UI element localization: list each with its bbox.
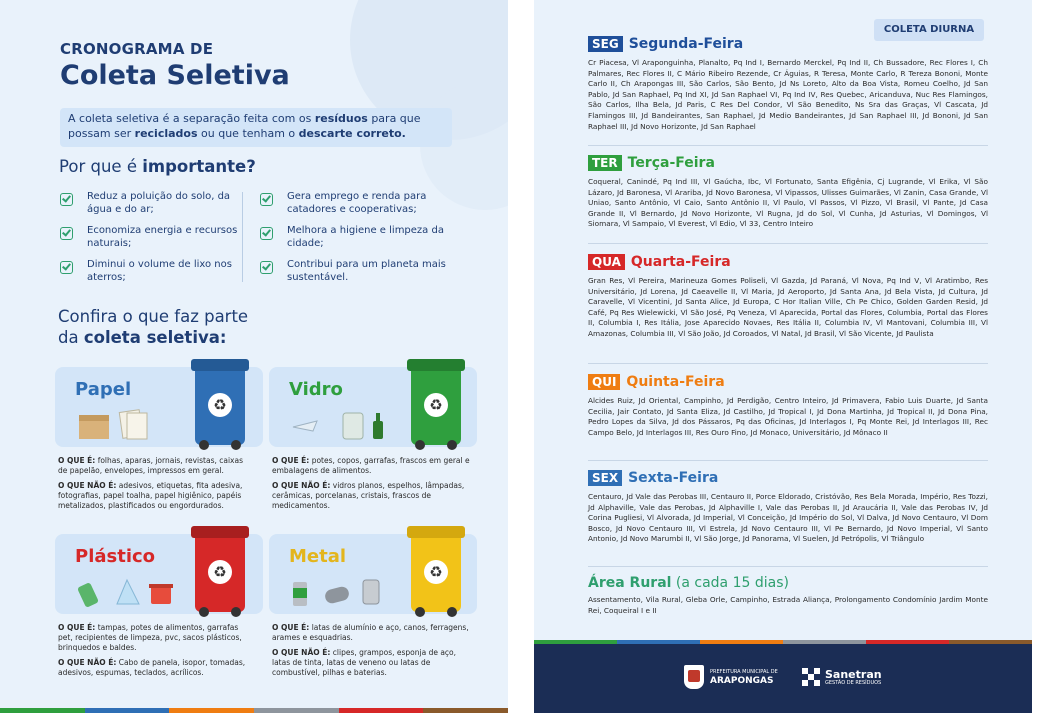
rural-list: Assentamento, Vila Rural, Gleba Orle, Campinho, Estrada Aliança, Prolongamento Condomínio Jardim Monte Rei, Coqueiral I e II bbox=[588, 595, 988, 615]
day-divider bbox=[588, 566, 988, 567]
yellow-bin-icon: ♻ bbox=[411, 534, 461, 612]
vidro-description: O QUE É: potes, copos, garrafas, frascos em geral e embalagens de alimentos. O QUE NÃO É: vidros planos, espelhos, lâmpadas, cerâmicas, porcelanas, cristais, frascos de medicamentos. bbox=[272, 456, 470, 510]
day-name: Segunda-Feira bbox=[628, 36, 744, 52]
day-sex bbox=[588, 470, 988, 545]
checkbox-icon bbox=[260, 227, 273, 240]
neighborhood-list: Gran Res, Vl Pereira, Marineuza Gomes Poliseli, Vl Gazda, Jd Paraná, Vl Nova, Pq Ind V, Vl Aratimbo, Res Universitário, Jd Lorena, Jd Caeavelle II, Vl Maria, Jd Aeroporto, Jd Santa Ana, Jd Bela Vista, Jd Cultura, Jd Caravelle, Vl Vicentini, Jd Santa Alice, Jd Europa, C Hor Italian Ville, Ch Pe Chico, Golden Garden Resid, Jd Café, Pq Res Wielewicki, Vl São José, Pq Veneza, Vl Aparecida, Portal das Flores, Columbia, Portal das Flores II, Columbia I, Res Itália, Jose Aparecido Novaes, Res Itália II, Columbia IV, Vl Mantovani, Columbia III, Vl Amazonas, Columbia III, Vl São João, Jd Coroados, Vl Natal, Jd Brasil, Vl São Vicente, Jd Paulista bbox=[588, 276, 988, 338]
benefits-divider bbox=[242, 192, 243, 282]
day-name: Sexta-Feira bbox=[628, 470, 719, 486]
checkbox-icon bbox=[60, 193, 73, 206]
title-small: CRONOGRAMA DE bbox=[60, 40, 214, 58]
day-seg bbox=[588, 36, 988, 132]
rural-area bbox=[588, 575, 988, 616]
glass-items-icon bbox=[291, 407, 401, 441]
schedule-days-panel bbox=[534, 0, 1032, 713]
rural-title: Área Rural (a cada 15 dias) bbox=[588, 575, 789, 591]
plastico-description: O QUE É: tampas, potes de alimentos, garrafas pet, recipientes de limpeza, pvc, sacos plásticos, brinquedos e baldes. O QUE NÃO É: Cabo de panela, isopor, tomadas, adesivos, espumas, teclados, acrílicos. bbox=[58, 623, 246, 677]
benefits-col-left bbox=[60, 190, 250, 292]
sanetran-mark-icon bbox=[802, 668, 820, 686]
why-heading: Por que é importante? bbox=[59, 157, 256, 176]
material-card-metal: Metal ♻ bbox=[269, 534, 477, 614]
day-tag: SEX bbox=[588, 470, 622, 486]
benefit-item: Gera emprego e renda para catadores e cooperativas; bbox=[260, 190, 450, 224]
benefits-list bbox=[60, 190, 460, 285]
neighborhood-list: Centauro, Jd Vale das Perobas III, Centauro II, Porce Eldorado, Cristóvão, Res Bela Morada, Império, Res Tozzi, Jd Alphaville, Vale das Perobas, Jd Alphaville I, Vale das Perobas II, Jd Araucária II, Vale das Perobas IV, Jd Corina Pugliesi, Vl Alvorada, Jd Imperial, Vl Conceição, Jd Império do Sol, Vl Dalva, Jd Novo Centauro, Vl Dom Bosco, Jd Novo Centauro III, Vl Estrela, Jd Novo Centauro III, Vl Pe Bernardo, Jd Novo Imperial, Vl Santo Antonio, Jd Novo Marumbi II, Vl São Jorge, Jd Panorama, Vl Suelen, Jd Petrópolis, Vl Triângulo bbox=[588, 492, 988, 544]
day-tag: TER bbox=[588, 155, 622, 171]
day-name: Terça-Feira bbox=[627, 155, 715, 171]
page-title: Coleta Seletiva bbox=[60, 60, 290, 91]
day-divider bbox=[588, 460, 988, 461]
neighborhood-list: Cr Piacesa, Vl Araponguinha, Planalto, Pq Ind I, Bernardo Merckel, Pq Ind II, Ch Bussadore, Rec Flores I, Ch Palmares, Rec Flores II, C Mário Ribeiro Rezende, Cr Águias, R Teresa, Monte Carlo, R Tereza Bononi, Monte Carlo II, Ch Arapongas III, São Carlos, São Bento, Jd Ns Loreto, Alto da Boa Vista, Romeu Coelho, Jd San Pablo, Jd San Raphael, Pq Ind XI, Jd San Raphael VI, Pq Ind IV, Res Quebec, Aricanduva, Nuc Res Flamingos, São Carlos, Ilha Bela, Jd Paris, C Res Del Condor, Vl São Benedito, Ns Sra das Graças, Vl Cascata, Jd Flamingos III, Jd Bandeirantes, San Raphael, Jd Medio Bandeirantes, Jd San Raphael III, Jd Bononi, Jd San Raphael III, Jd Novo Horizonte, Jd San Raphael bbox=[588, 58, 988, 131]
day-tag: QUI bbox=[588, 374, 620, 390]
checkbox-icon bbox=[60, 261, 73, 274]
checkbox-icon bbox=[260, 261, 273, 274]
day-ter bbox=[588, 155, 988, 230]
benefit-item: Economiza energia e recursos naturais; bbox=[60, 224, 250, 258]
material-card-papel: Papel ♻ bbox=[55, 367, 263, 447]
arapongas-logo: PREFEITURA MUNICIPAL DE ARAPONGAS bbox=[684, 665, 778, 689]
benefit-item: Diminui o volume de lixo nos aterros; bbox=[60, 258, 250, 292]
material-card-plastico: Plástico ♻ bbox=[55, 534, 263, 614]
footer-band bbox=[534, 640, 1032, 713]
paper-items-icon bbox=[77, 407, 187, 441]
metal-description: O QUE É: latas de alumínio e aço, canos, ferragens, arames e esquadrias. O QUE NÃO É: clipes, grampos, esponja de aço, latas de tinta, latas de veneno ou latas de combustível, pilhas e baterias. bbox=[272, 623, 469, 677]
intro-box: A coleta seletiva é a separação feita com os resíduos para que possam ser reciclados ou que tenham o descarte correto. bbox=[60, 108, 452, 147]
city-crest-icon bbox=[684, 665, 704, 689]
day-divider bbox=[588, 363, 988, 364]
benefit-item: Contribui para um planeta mais sustentável. bbox=[260, 258, 450, 292]
metal-items-icon bbox=[291, 574, 401, 608]
blue-bin-icon: ♻ bbox=[195, 367, 245, 445]
neighborhood-list: Coqueral, Canindé, Pq Ind III, Vl Gaúcha, Ibc, Vl Fortunato, Santa Efigênia, Cj Lugrande, Vl Erika, Vl São Lázaro, Jd Baronesa, Vl Arariba, Jd Novo Baronesa, Vl Vipassos, Ulisses Guimarães, Vl Zanin, Casa Grande, Vl Uniao, Santo Antônio, Vl Caio, Santo Antônio II, Vl Paulo, Vl Passos, Vl Pizzo, Vl Brasil, Vl Pante, Jd Casa Grande II, Vl Bernardo, Jd Novo Horizonte, Vl Rugna, Jd do Sol, Vl Cunha, Jd Asturias, Vl Domingos, Vl Siomara, Vl Sampaio, Vl Everest, Vl Edio, Vl 33, Centro Inteiro bbox=[588, 177, 988, 229]
color-stripe bbox=[0, 708, 508, 713]
day-divider bbox=[588, 243, 988, 244]
benefit-item: Melhora a higiene e limpeza da cidade; bbox=[260, 224, 450, 258]
collection-type-badge: COLETA DIURNA bbox=[874, 19, 984, 41]
schedule-intro-panel bbox=[0, 0, 508, 713]
checkbox-icon bbox=[60, 227, 73, 240]
plastic-items-icon bbox=[77, 574, 187, 608]
day-name: Quarta-Feira bbox=[630, 254, 731, 270]
checkbox-icon bbox=[260, 193, 273, 206]
materials-heading: Confira o que faz parte da coleta seletiva: bbox=[58, 307, 249, 347]
benefit-item: Reduz a poluição do solo, da água e do ar; bbox=[60, 190, 250, 224]
sanetran-logo: Sanetran GESTÃO DE RESÍDUOS bbox=[802, 668, 882, 686]
day-divider bbox=[588, 145, 988, 146]
day-name: Quinta-Feira bbox=[626, 374, 725, 390]
papel-description: O QUE É: folhas, aparas, jornais, revistas, caixas de papelão, envelopes, impressos em geral. O QUE NÃO É: adesivos, etiquetas, fita adesiva, fotografias, papel toalha, papel higiênico, papéis metalizados, plastificados ou engordurados. bbox=[58, 456, 243, 510]
day-tag: SEG bbox=[588, 36, 623, 52]
neighborhood-list: Alcides Ruiz, Jd Oriental, Campinho, Jd Perdigão, Centro Inteiro, Jd Primavera, Fabio Luis Duarte, Jd Santa Cecilia, Jair Contato, Jd Santa Eliza, Jd Castilho, Jd Tropical I, Jd Dona Martinha, Jd Tropical II, Jd Dona Pina, Pedro Lopes da Silva, Jd dos Pássaros, Pq das Oficinas, Jd Interlagos I, Pq Monte Rei, Jd Interlagos III, Rec Campo Belo, Jd Interlagos III, Res Ouro Fino, Jd Monaco, Universitário, Jd Mônaco II bbox=[588, 396, 988, 437]
green-bin-icon: ♻ bbox=[411, 367, 461, 445]
day-tag: QUA bbox=[588, 254, 625, 270]
day-qui bbox=[588, 374, 988, 438]
red-bin-icon: ♻ bbox=[195, 534, 245, 612]
benefits-col-right bbox=[260, 190, 450, 292]
material-card-vidro: Vidro ♻ bbox=[269, 367, 477, 447]
footer-color-stripe bbox=[534, 640, 1032, 644]
day-qua bbox=[588, 254, 988, 340]
